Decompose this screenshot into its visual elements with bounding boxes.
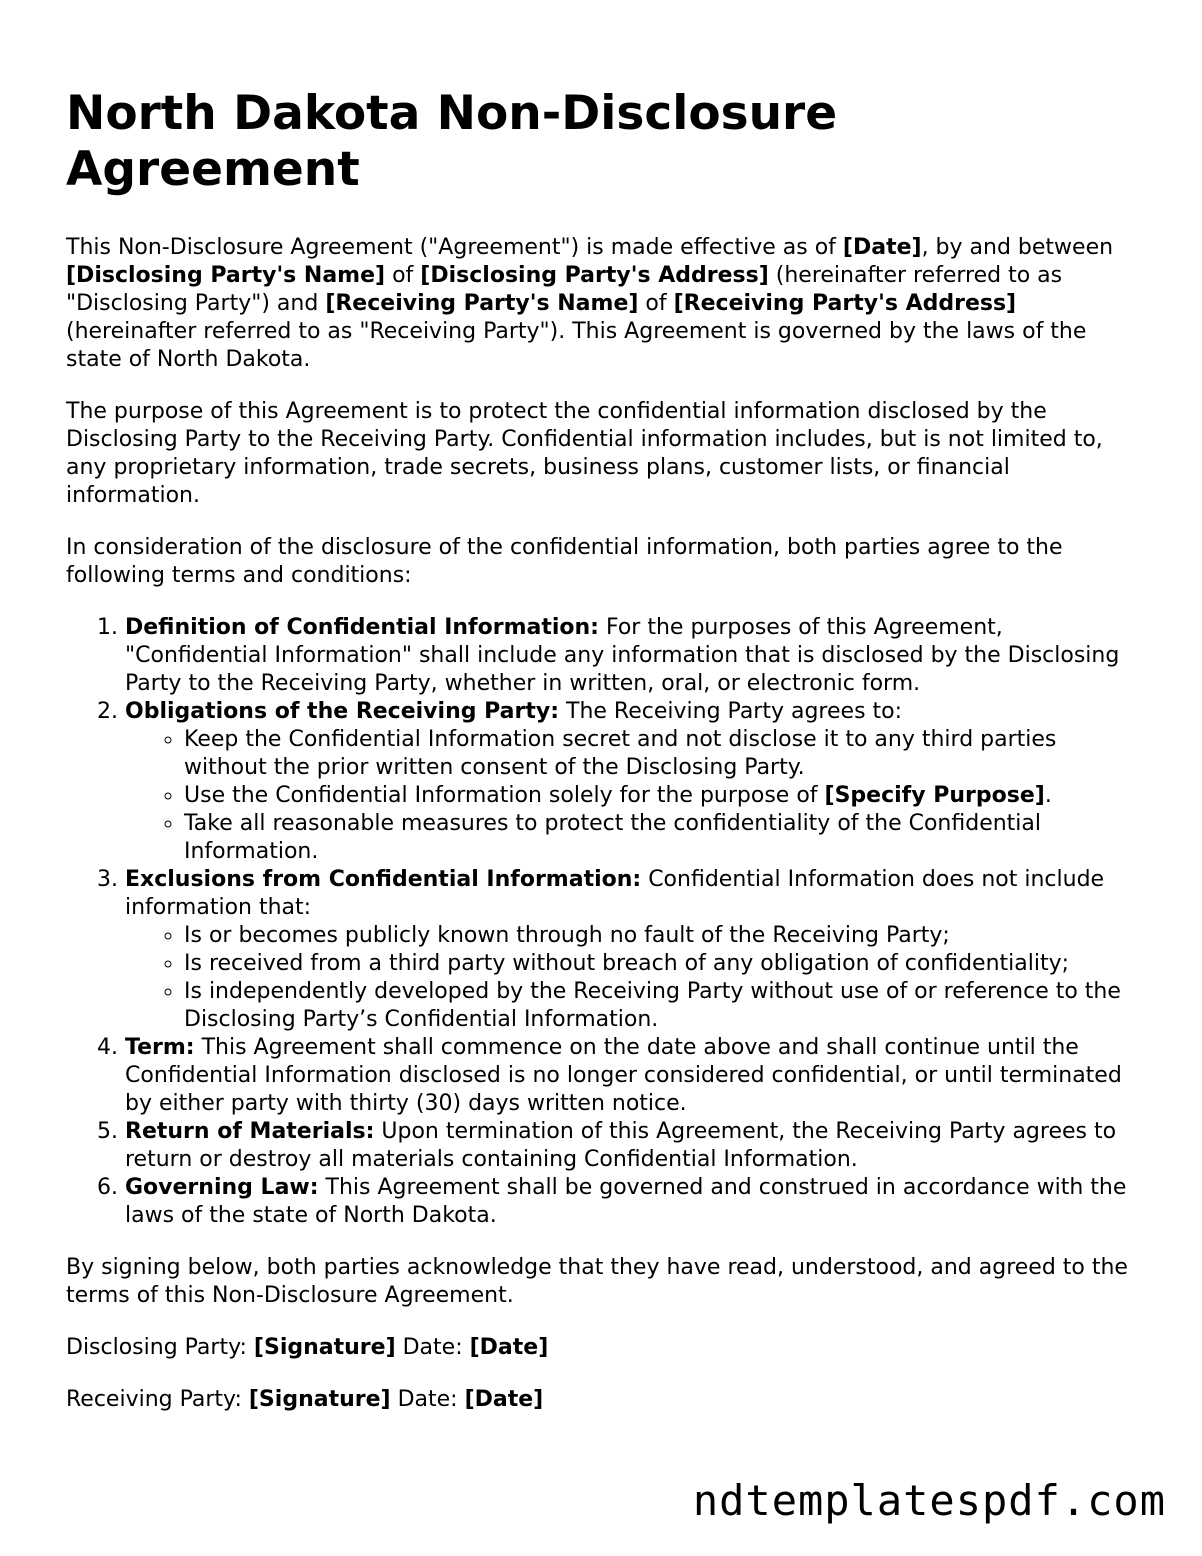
sub-item: ◦ Is or becomes publicly known through no fault of the Receiving Party; bbox=[184, 922, 1146, 950]
intro-text-1: This Non-Disclosure Agreement ("Agreement") is made effective as of bbox=[66, 235, 843, 260]
consideration-paragraph: In consideration of the disclosure of the confidential information, both parties agree to the following terms and conditions: bbox=[66, 535, 1063, 588]
sub-item: ◦ Is independently developed by the Receiving Party without use of or reference to the Disclosing Party’s Confidential Information. bbox=[184, 978, 1146, 1034]
disclosing-party-name-placeholder: [Disclosing Party's Name] bbox=[66, 263, 386, 288]
document-page bbox=[66, 86, 1146, 1438]
intro-paragraph bbox=[66, 234, 1146, 374]
exclusions-sublist bbox=[125, 922, 1146, 1034]
sub-item: ◦ Is received from a third party without breach of any obligation of confidentiality; bbox=[184, 950, 1146, 978]
term-item bbox=[125, 1034, 1146, 1118]
disclosing-date-placeholder: [Date] bbox=[469, 1335, 549, 1360]
term-heading: Definition of Confidential Information: bbox=[125, 615, 599, 640]
term-item bbox=[125, 1118, 1146, 1174]
date-label: Date: bbox=[390, 1387, 465, 1412]
disclosing-party-address-placeholder: [Disclosing Party's Address] bbox=[420, 263, 769, 288]
sub-item: ◦ Use the Confidential Information solely for the purpose of [Specify Purpose]. bbox=[184, 782, 1146, 810]
intro-text-6: (hereinafter referred to as "Receiving Party"). This Agreement is governed by the laws of the state of North Dakota. bbox=[66, 319, 1087, 372]
sub-item: ◦ Keep the Confidential Information secret and not disclose it to any third parties without the prior written consent of the Disclosing Party. bbox=[184, 726, 1146, 782]
term-text: For the purposes of this Agreement, "Confidential Information" shall include any information that is disclosed by the Disclosing Party to the Receiving Party, whether in written, oral, or electronic form. bbox=[125, 615, 1120, 696]
term-item bbox=[125, 614, 1146, 698]
term-text: Upon termination of this Agreement, the Receiving Party agrees to return or destroy all materials containing Confidential Information. bbox=[125, 1119, 1117, 1172]
terms-list bbox=[66, 614, 1146, 1230]
receiving-party-name-placeholder: [Receiving Party's Name] bbox=[325, 291, 639, 316]
acknowledgment-paragraph: By signing below, both parties acknowledge that they have read, understood, and agreed to the terms of this Non-Disclosure Agreement. bbox=[66, 1255, 1128, 1308]
term-text: Confidential Information does not include information that: bbox=[125, 867, 1105, 920]
receiving-party-label: Receiving Party: bbox=[66, 1387, 249, 1412]
term-item bbox=[125, 1174, 1146, 1230]
sub-item: ◦ Take all reasonable measures to protect the confidentiality of the Confidential Information. bbox=[184, 810, 1146, 866]
term-heading: Governing Law: bbox=[125, 1175, 319, 1200]
purpose-paragraph: The purpose of this Agreement is to protect the confidential information disclosed by the Disclosing Party to the Receiving Party. Confidential information includes, but is not limited to, any proprietary information, trade secrets, business plans, customer lists, or financial information. bbox=[66, 399, 1103, 508]
term-heading: Term: bbox=[125, 1035, 195, 1060]
term-item bbox=[125, 698, 1146, 866]
disclosing-signature-placeholder: [Signature] bbox=[253, 1335, 396, 1360]
term-text: This Agreement shall commence on the date above and shall continue until the Confidential Information disclosed is no longer considered confidential, or until terminated by either party with thirty (30) days written notice. bbox=[125, 1035, 1122, 1116]
term-item bbox=[125, 866, 1146, 1034]
intro-text-4: (hereinafter referred to as "Disclosing Party") and bbox=[66, 263, 1063, 316]
receiving-signature-line bbox=[66, 1386, 1146, 1414]
document-title: North Dakota Non-Disclosure Agreement bbox=[66, 86, 838, 197]
term-text: This Agreement shall be governed and construed in accordance with the laws of the state of North Dakota. bbox=[125, 1175, 1127, 1228]
specify-purpose-placeholder: [Specify Purpose] bbox=[824, 783, 1045, 808]
receiving-date-placeholder: [Date] bbox=[464, 1387, 544, 1412]
site-watermark: ndtemplatespdf.com bbox=[692, 1476, 1166, 1525]
term-text: The Receiving Party agrees to: bbox=[559, 699, 903, 724]
receiving-party-address-placeholder: [Receiving Party's Address] bbox=[673, 291, 1017, 316]
disclosing-party-label: Disclosing Party: bbox=[66, 1335, 254, 1360]
term-heading: Return of Materials: bbox=[125, 1119, 375, 1144]
intro-text-3: of bbox=[385, 263, 421, 288]
date-label: Date: bbox=[395, 1335, 470, 1360]
intro-text-2: , by and between bbox=[921, 235, 1114, 260]
receiving-signature-placeholder: [Signature] bbox=[248, 1387, 391, 1412]
obligations-sublist bbox=[125, 726, 1146, 866]
effective-date-placeholder: [Date] bbox=[842, 235, 922, 260]
intro-text-5: of bbox=[638, 291, 674, 316]
term-heading: Obligations of the Receiving Party: bbox=[125, 699, 560, 724]
disclosing-signature-line bbox=[66, 1334, 1146, 1362]
term-heading: Exclusions from Confidential Information: bbox=[125, 867, 642, 892]
